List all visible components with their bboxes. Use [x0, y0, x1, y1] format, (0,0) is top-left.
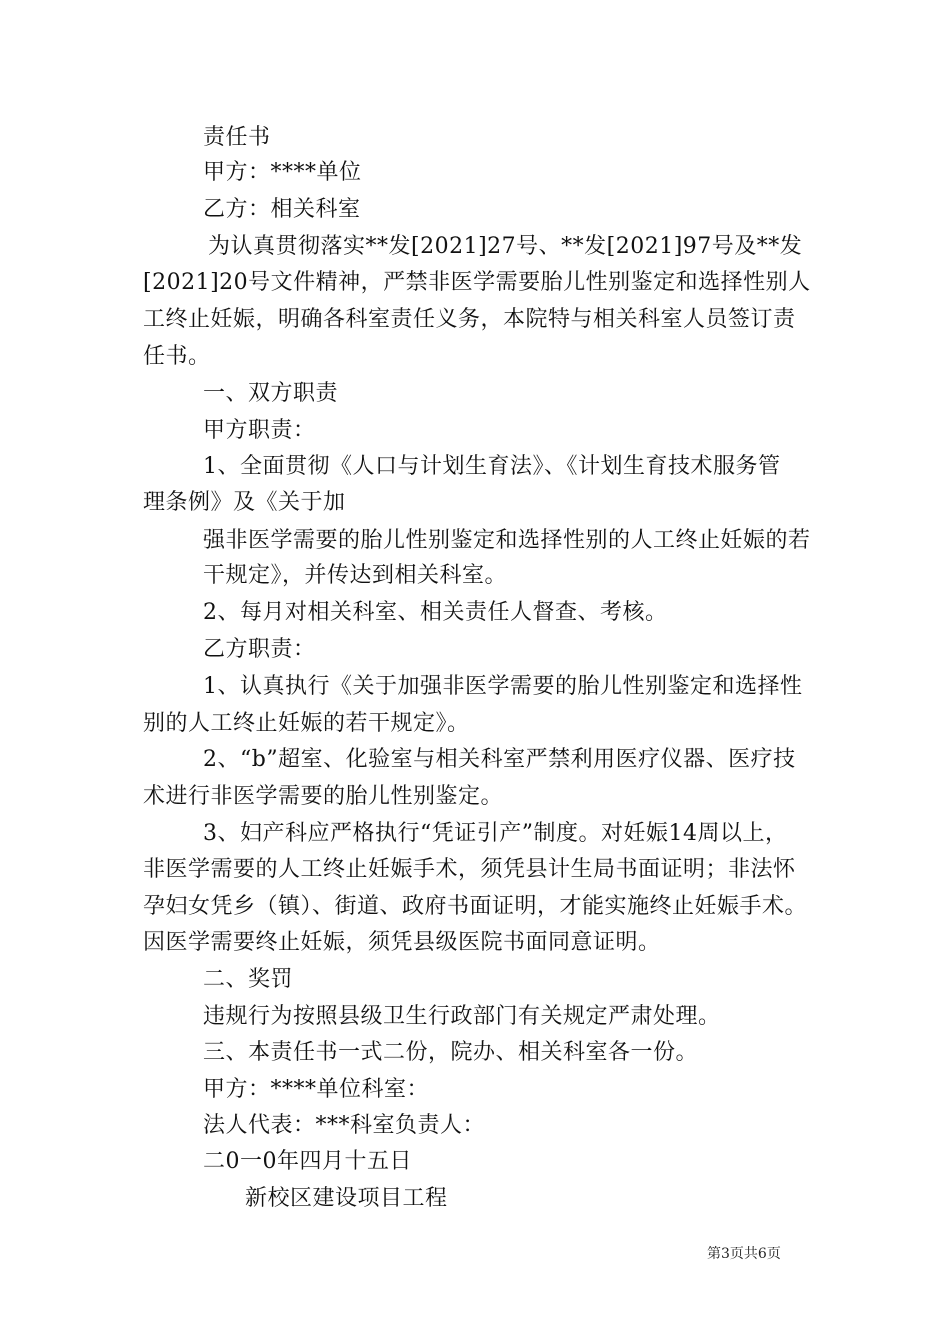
party-b-duty-line-8: 因医学需要终止妊娠，须凭县级医院书面同意证明。 — [143, 930, 661, 955]
party-b-duty-line-5: 3、妇产科应严格执行“凭证引产”制度。对妊娠14周以上， — [203, 821, 788, 846]
next-section-title: 新校区建设项目工程 — [245, 1186, 448, 1211]
party-a-duty-line-1: 1、全面贯彻《人口与计划生育法》、《计划生育技术服务管 — [203, 454, 781, 479]
section3-text: 三、本责任书一式二份，院办、相关科室各一份。 — [203, 1040, 699, 1065]
intro-line-4: 任书。 — [143, 344, 211, 369]
party-a-duty-line-4: 干规定》，并传达到相关科室。 — [203, 563, 508, 588]
signature-line-1: 甲方：****单位科室： — [203, 1077, 430, 1102]
party-a-duty-line-3: 强非医学需要的胎儿性别鉴定和选择性别的人工终止妊娠的若 — [203, 528, 811, 553]
intro-line-2: [2021]20号文件精神，严禁非医学需要胎儿性别鉴定和选择性别人 — [143, 270, 811, 295]
party-b-duty-line-7: 孕妇女凭乡（镇）、街道、政府书面证明，才能实施终止妊娠手术。 — [143, 894, 808, 919]
section1-heading: 一、双方职责 — [203, 381, 339, 406]
party-b-duties-heading: 乙方职责： — [203, 637, 316, 662]
intro-line-1: 为认真贯彻落实**发[2021]27号、**发[2021]97号及**发 — [208, 234, 803, 259]
party-a-duty-line-2: 理条例》及《关于加 — [143, 490, 346, 515]
party-b-duty-line-4: 术进行非医学需要的胎儿性别鉴定。 — [143, 784, 504, 809]
party-b-duty-line-2: 别的人工终止妊娠的若干规定》。 — [143, 711, 470, 736]
section2-text: 违规行为按照县级卫生行政部门有关规定严肃处理。 — [203, 1004, 721, 1029]
party-b-duty-line-6: 非医学需要的人工终止妊娠手术，须凭县计生局书面证明；非法怀 — [143, 857, 796, 882]
signature-line-2: 法人代表：***科室负责人： — [203, 1113, 486, 1138]
section2-heading: 二、奖罚 — [203, 967, 294, 992]
document-title: 责任书 — [203, 125, 271, 150]
page-number: 第3页共6页 — [707, 1246, 781, 1262]
party-b-duty-line-3: 2、“b”超室、化验室与相关科室严禁利用医疗仪器、医疗技 — [203, 747, 796, 772]
party-b-duty-line-1: 1、认真执行《关于加强非医学需要的胎儿性别鉴定和选择性 — [203, 674, 803, 699]
party-a-duties-heading: 甲方职责： — [203, 418, 316, 443]
intro-line-3: 工终止妊娠，明确各科室责任义务，本院特与相关科室人员签订责 — [143, 307, 796, 332]
party-b-line: 乙方：相关科室 — [203, 197, 361, 222]
document-date: 二0一0年四月十五日 — [203, 1149, 412, 1174]
party-a-line: 甲方：****单位 — [203, 160, 362, 185]
party-a-duty-line-5: 2、每月对相关科室、相关责任人督查、考核。 — [203, 600, 668, 625]
